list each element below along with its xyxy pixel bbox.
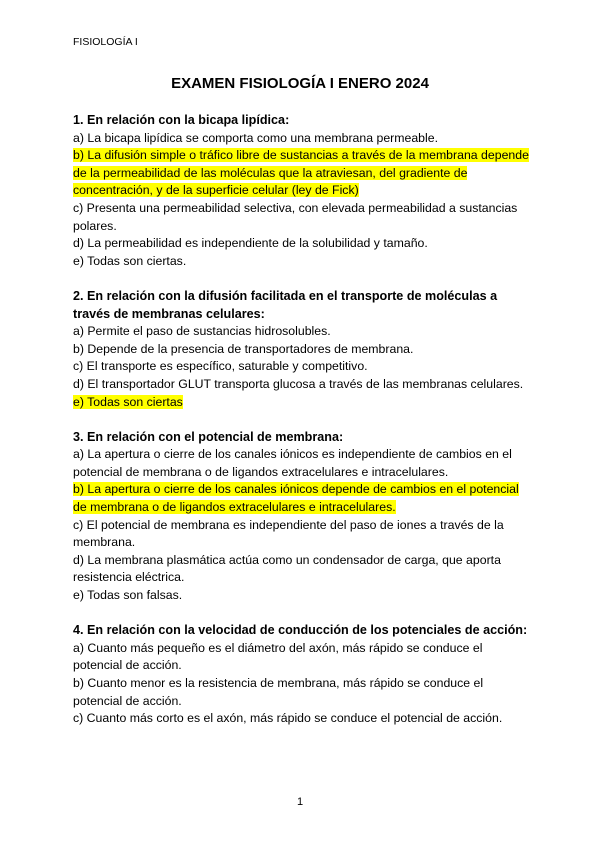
question-title: 2. En relación con la difusión facilitada en el transporte de moléculas a través de membranas celulares: (73, 288, 498, 321)
option-b (73, 147, 533, 200)
question-4 (73, 622, 533, 728)
question-title: 1. En relación con la bicapa lipídica: (73, 113, 290, 127)
option-c: c) El transporte es específico, saturable y competitivo. (73, 359, 368, 374)
page-number: 1 (296, 796, 304, 808)
option-b (73, 481, 533, 516)
question-1 (73, 112, 533, 270)
option-e: e) Todas son falsas. (73, 588, 183, 603)
highlighted-answer: b) La difusión simple o tráfico libre de sustancias a través de la membrana depende de la permeabilidad de las moléculas que la atraviesan, del gradiente de concentración, y de la superficie celular (ley de Fick) (73, 148, 529, 198)
option-c: c) Presenta una permeabilidad selectiva, con elevada permeabilidad a sustancias polares. (73, 200, 518, 233)
option-a: a) La apertura o cierre de los canales iónicos es independiente de cambios en el potencial de membrana o de ligandos extracelulares e intracelulares. (73, 447, 512, 479)
exam-title: EXAMEN FISIOLOGÍA I ENERO 2024 (171, 75, 429, 92)
questions-container (73, 112, 533, 745)
option-e: e) Todas son ciertas. (73, 253, 187, 268)
question-2 (73, 288, 533, 411)
page-header: FISIOLOGÍA I (73, 36, 138, 48)
option-d: d) El transportador GLUT transporta glucosa a través de las membranas celulares. (73, 376, 524, 391)
option-e (73, 394, 533, 412)
highlighted-answer: e) Todas son ciertas (73, 394, 183, 409)
question-title: 4. En relación con la velocidad de conducción de los potenciales de acción: (73, 623, 528, 638)
highlighted-answer: b) La apertura o cierre de los canales iónicos depende de cambios en el potencial de membrana o de ligandos extracelulares e intracelulares. (73, 482, 519, 515)
option-a: a) La bicapa lipídica se comporta como una membrana permeable. (73, 130, 439, 145)
question-title: 3. En relación con el potencial de membrana: (73, 429, 344, 444)
option-b: b) Cuanto menor es la resistencia de membrana, más rápido se conduce el potencial de acción. (73, 676, 484, 708)
question-3 (73, 429, 533, 605)
option-c: c) El potencial de membrana es independiente del paso de iones a través de la membrana. (73, 517, 504, 550)
option-a: a) Cuanto más pequeño es el diámetro del axón, más rápido se conduce el potencial de acción. (73, 640, 483, 673)
option-b: b) Depende de la presencia de transportadores de membrana. (73, 341, 414, 356)
option-d: d) La permeabilidad es independiente de la solubilidad y tamaño. (73, 236, 428, 251)
option-a: a) Permite el paso de sustancias hidrosolubles. (73, 324, 331, 339)
option-c: c) Cuanto más corto es el axón, más rápido se conduce el potencial de acción. (73, 711, 503, 726)
option-d: d) La membrana plasmática actúa como un condensador de carga, que aporta resistencia eléctrica. (73, 552, 501, 585)
